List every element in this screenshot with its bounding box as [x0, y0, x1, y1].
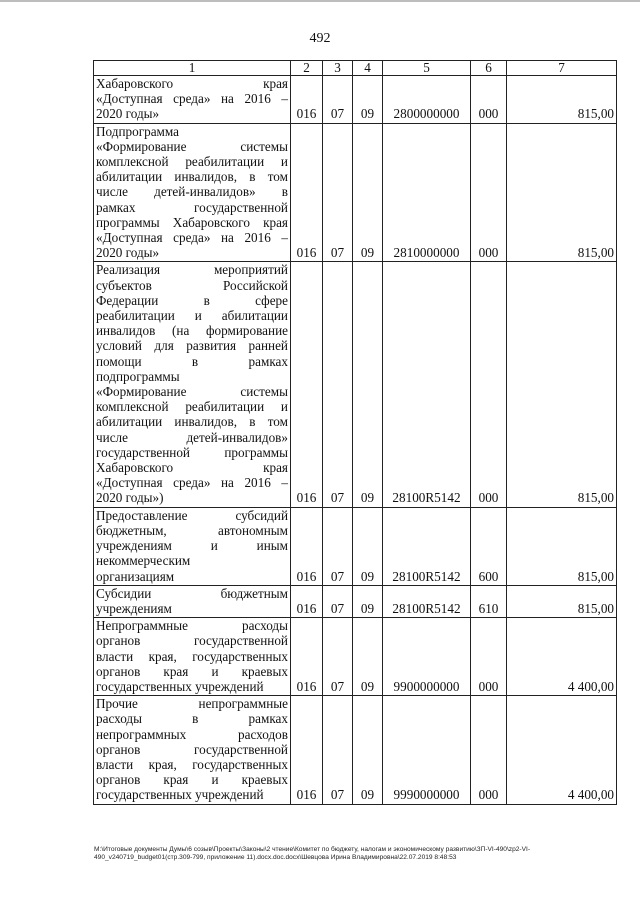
row-name-line: Непрограммные расходы — [96, 618, 288, 634]
row-name-line: комплексной реабилитации и — [96, 399, 288, 415]
table-row — [94, 76, 617, 124]
row-name-line: числе детей-инвалидов» в — [96, 184, 288, 200]
pr-cell: 09 — [353, 507, 383, 585]
row-name-line: комплексной реабилитации и — [96, 154, 288, 170]
amount-cell: 815,00 — [507, 507, 617, 585]
row-name-cell — [94, 696, 291, 804]
row-name-line: государственных учреждений — [96, 678, 264, 694]
row-name-line: условий для развития ранней — [96, 338, 288, 354]
row-name-line: Федерации в сфере — [96, 292, 288, 308]
row-name-line: Хабаровского края — [96, 460, 288, 476]
row-name-line: учреждениям — [96, 600, 172, 616]
table-row — [94, 507, 617, 585]
csr-cell: 28100R5142 — [383, 585, 471, 617]
amount-cell: 815,00 — [507, 585, 617, 617]
row-name-line: «Доступная среда» на 2016 – — [96, 91, 288, 107]
rz-cell: 07 — [323, 76, 353, 124]
row-name-line: Предоставление субсидий — [96, 507, 288, 523]
top-edge-line — [0, 0, 640, 2]
header-cell-4: 4 — [353, 61, 383, 76]
table-row — [94, 696, 617, 804]
row-name-line: непрограммных расходов — [96, 726, 288, 742]
vr-cell: 000 — [471, 262, 507, 507]
header-row — [94, 61, 617, 76]
gr-cell: 016 — [291, 585, 323, 617]
row-name-line: программы Хабаровского края — [96, 214, 288, 230]
rz-cell: 07 — [323, 507, 353, 585]
csr-cell: 28100R5142 — [383, 262, 471, 507]
row-name-line: «Доступная среда» на 2016 – — [96, 230, 288, 246]
header-cell-1: 1 — [94, 61, 291, 76]
pr-cell: 09 — [353, 123, 383, 262]
row-name-cell — [94, 618, 291, 696]
row-name-line: бюджетным, автономным — [96, 522, 288, 538]
row-name-line: «Формирование системы — [96, 138, 288, 154]
row-name-line: Прочие непрограммные — [96, 696, 288, 712]
gr-cell: 016 — [291, 76, 323, 124]
row-name-line: «Формирование системы — [96, 384, 288, 400]
amount-cell: 4 400,00 — [507, 696, 617, 804]
header-cell-6: 6 — [471, 61, 507, 76]
pr-cell: 09 — [353, 585, 383, 617]
vr-cell: 000 — [471, 123, 507, 262]
vr-cell: 610 — [471, 585, 507, 617]
row-name-line: государственных учреждений — [96, 787, 264, 803]
gr-cell: 016 — [291, 696, 323, 804]
vr-cell: 000 — [471, 618, 507, 696]
row-name-line: Субсидии бюджетным — [96, 585, 288, 601]
row-name-line: подпрограммы — [96, 368, 180, 384]
csr-cell: 2800000000 — [383, 76, 471, 124]
row-name-line: Реализация мероприятий — [96, 262, 288, 278]
pr-cell: 09 — [353, 696, 383, 804]
row-name-line: власти края, государственных — [96, 756, 288, 772]
header-cell-2: 2 — [291, 61, 323, 76]
pr-cell: 09 — [353, 262, 383, 507]
table-row — [94, 585, 617, 617]
header-cell-5: 5 — [383, 61, 471, 76]
row-name-line: реабилитации и абилитации — [96, 308, 288, 324]
gr-cell: 016 — [291, 262, 323, 507]
row-name-line: 2020 годы» — [96, 245, 160, 261]
row-name-line: абилитации инвалидов, в том — [96, 414, 288, 430]
row-name-cell — [94, 76, 291, 124]
gr-cell: 016 — [291, 618, 323, 696]
row-name-cell — [94, 123, 291, 262]
row-name-line: власти края, государственных — [96, 648, 288, 664]
budget-table — [93, 60, 617, 805]
table-row — [94, 123, 617, 262]
row-name-line: организациям — [96, 568, 175, 584]
csr-cell: 9900000000 — [383, 618, 471, 696]
row-name-line: абилитации инвалидов, в том — [96, 169, 288, 185]
row-name-line: субъектов Российской — [96, 277, 288, 293]
vr-cell: 000 — [471, 76, 507, 124]
row-name-line: органов государственной — [96, 633, 288, 649]
row-name-line: учреждениям и иным — [96, 538, 288, 554]
rz-cell: 07 — [323, 262, 353, 507]
pr-cell: 09 — [353, 76, 383, 124]
row-name-line: помощи в рамках — [96, 353, 288, 369]
document-path-footer: M:\Итоговые документы Думы\6 созыв\Проекты\Законы\2 чтение\Комитет по бюджету, налогам и экономическому развитию\ЗП-VI-490\zp2-VI-490_v240719_budget01(стр.309-799, приложение 11).docx.doc.docx\Шевцова Ирина Владимировна\22.07.2019 8:48:53 — [94, 846, 531, 861]
rz-cell: 07 — [323, 696, 353, 804]
row-name-line: некоммерческим — [96, 553, 191, 569]
vr-cell: 600 — [471, 507, 507, 585]
row-name-line: Подпрограмма — [96, 123, 180, 139]
rz-cell: 07 — [323, 618, 353, 696]
row-name-line: государственной программы — [96, 444, 288, 460]
amount-cell: 4 400,00 — [507, 618, 617, 696]
amount-cell: 815,00 — [507, 262, 617, 507]
gr-cell: 016 — [291, 507, 323, 585]
table-row — [94, 262, 617, 507]
table-row — [94, 618, 617, 696]
csr-cell: 9990000000 — [383, 696, 471, 804]
row-name-line: расходы в рамках — [96, 711, 288, 727]
row-name-line: числе детей-инвалидов» — [96, 429, 288, 445]
csr-cell: 28100R5142 — [383, 507, 471, 585]
rz-cell: 07 — [323, 585, 353, 617]
header-cell-3: 3 — [323, 61, 353, 76]
budget-table-body — [94, 61, 617, 805]
rz-cell: 07 — [323, 123, 353, 262]
row-name-line: органов государственной — [96, 741, 288, 757]
amount-cell: 815,00 — [507, 123, 617, 262]
row-name-cell — [94, 585, 291, 617]
row-name-line: рамках государственной — [96, 199, 288, 215]
page-number: 492 — [309, 31, 331, 46]
csr-cell: 2810000000 — [383, 123, 471, 262]
amount-cell: 815,00 — [507, 76, 617, 124]
pr-cell: 09 — [353, 618, 383, 696]
row-name-line: органов края и краевых — [96, 663, 288, 679]
row-name-cell — [94, 507, 291, 585]
vr-cell: 000 — [471, 696, 507, 804]
row-name-line: 2020 годы») — [96, 490, 164, 506]
gr-cell: 016 — [291, 123, 323, 262]
header-cell-7: 7 — [507, 61, 617, 76]
row-name-line: инвалидов (на формирование — [96, 323, 288, 339]
row-name-line: «Доступная среда» на 2016 – — [96, 475, 288, 491]
row-name-cell — [94, 262, 291, 507]
row-name-line: Хабаровского края — [96, 76, 288, 91]
row-name-line: органов края и краевых — [96, 772, 288, 788]
row-name-line: 2020 годы» — [96, 106, 160, 122]
